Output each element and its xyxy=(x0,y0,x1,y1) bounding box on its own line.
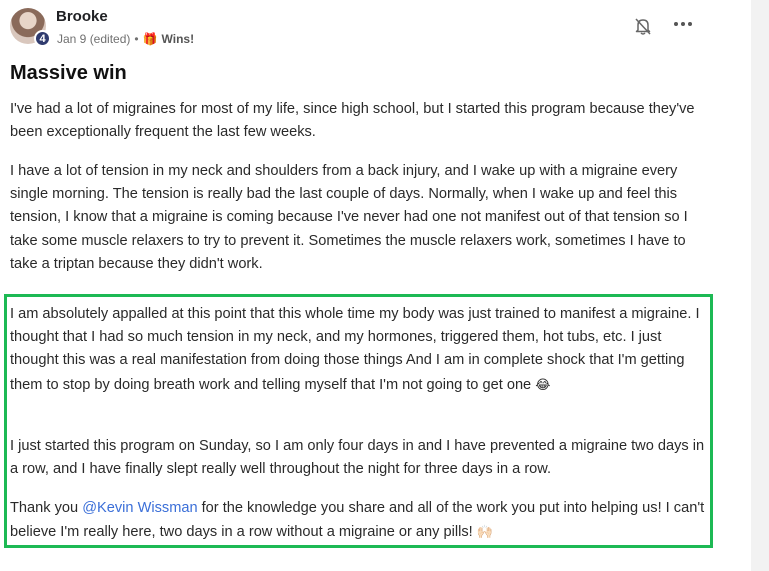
post-title: Massive win xyxy=(10,62,127,84)
post-paragraph xyxy=(10,497,710,544)
paragraph-text: Thank you xyxy=(10,500,83,516)
category-label[interactable]: Wins! xyxy=(161,32,195,46)
post-meta xyxy=(57,32,194,46)
author-name[interactable]: Brooke xyxy=(56,8,108,25)
paragraph-text: for the knowledge you share and all of the work you put into helping us! I can't believe I'm really here, two days in a row without a migraine or any pills! xyxy=(10,500,705,541)
laughing-emoji: 😂 xyxy=(535,376,551,392)
post-paragraph: I've had a lot of migraines for most of my life, since high school, but I started this program because they've been exceptionally frequent the last few weeks. xyxy=(10,101,695,141)
raised-hands-emoji: 🙌🏻 xyxy=(476,524,493,540)
paragraph-text: I am absolutely appalled at this point that this whole time my body was just trained to manifest a migraine. I thought that I had so much tension in my neck, and my hormones, triggered them, hot tubs, etc. I just thought this was a real manifestation from doing those things And I am in complete shock that I'm getting them to stop by doing breath work and telling myself that I'm not going to get one xyxy=(10,306,700,393)
more-options-icon[interactable] xyxy=(672,14,694,34)
level-badge: 4 xyxy=(34,30,51,47)
gift-icon: 🎁 xyxy=(142,32,158,46)
post-paragraph xyxy=(10,303,710,397)
meta-separator: • xyxy=(134,32,139,46)
post-date: Jan 9 (edited) xyxy=(57,32,131,46)
bell-off-icon[interactable] xyxy=(633,16,653,36)
post-paragraph: I just started this program on Sunday, so I am only four days in and I have prevented a migraine two days in a row, and I have finally slept really well throughout the night for three days in a row. xyxy=(10,438,705,478)
page-background xyxy=(751,0,769,571)
user-mention-link[interactable]: @Kevin Wissman xyxy=(82,500,198,516)
post-paragraph: I have a lot of tension in my neck and shoulders from a back injury, and I wake up with a migraine every single morning. The tension is really bad the last couple of days. Normally, when I wake up and feel this tension, I know that a migraine is coming because I've never had one not manifest out of that tension so I take some muscle relaxers to try to prevent it. Sometimes the muscle relaxers work, sometimes I have to take a triptan because they didn't work. xyxy=(10,163,688,272)
